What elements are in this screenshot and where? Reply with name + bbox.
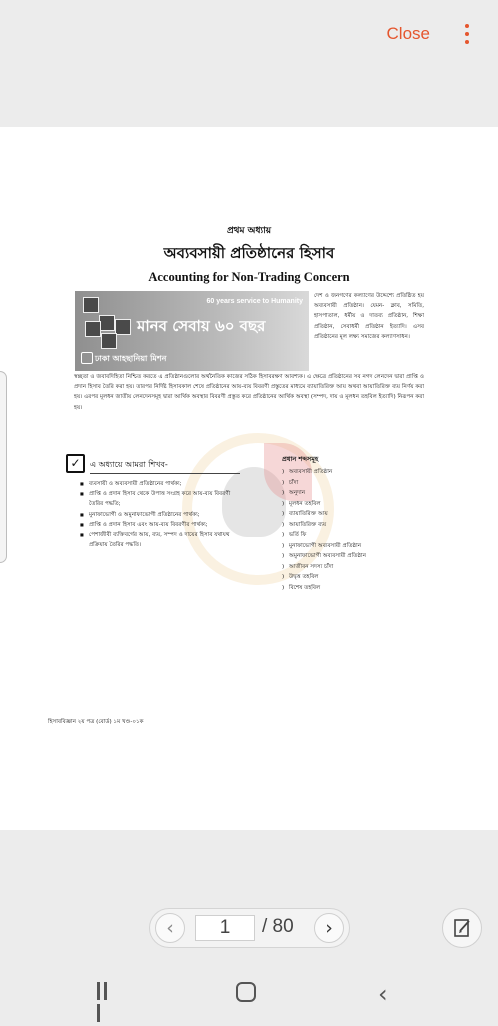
banner-tagline: 60 years service to Humanity [206, 298, 303, 305]
recent-apps-icon[interactable] [97, 982, 117, 1002]
more-vert-icon[interactable] [462, 24, 472, 48]
list-item: ) মূলধন তহবিল [282, 499, 422, 510]
intro-paragraph-right: দেশ ও জনগণের কল্যাণের উদ্দেশ্যে প্রতিষ্ঠিত হয় অব্যবসায়ী প্রতিষ্ঠান। যেমন- ক্লাব, সমিতি, হাসপাতাল, ধর্মীয় ও দাতব্য প্রতিষ্ঠান, শিক্ষা প্রতিষ্ঠান, সেবাধর্মী প্রতিষ্ঠান ইত্যাদি। এসব প্রতিষ্ঠানের মূল লক্ষ্য সমাজের কল্যাণসাধন। [314, 293, 424, 340]
chapter-label: প্রথম অধ্যায় [226, 226, 272, 236]
document-page [0, 127, 498, 830]
chevron-right-icon[interactable]: › [314, 913, 344, 943]
list-item: ) ব্যায়াতিরিক্ত আয় [282, 509, 422, 520]
checkbox-icon: ✓ [66, 454, 85, 473]
keywords-box [282, 454, 422, 593]
side-panel-handle[interactable] [0, 371, 7, 563]
banner-org: ঢাকা আহছানিয়া মিশন [95, 354, 167, 363]
top-toolbar [0, 0, 498, 127]
list-item: ) আজীবন সদস্য চাঁদা [282, 562, 422, 573]
anniversary-banner-image [75, 291, 309, 371]
intro-paragraph: স্বচ্ছতা ও জবাবদিহিতা নিশ্চিত করতে এ প্রতিষ্ঠানগুলোর অর্থনৈতিক কাজের সঠিক হিসাবরক্ষণ আবশ্যক। এ ক্ষেত্রে প্রতিষ্ঠানের সব নগদ লেনদেন দ্বারা প্রাপ্তি ও প্রদান হিসাব তৈরি করা হয়। তারপর নির্দিষ্ট হিসাবকাল শেষে প্রতিষ্ঠানের আয়-ব্যয় বিবরণী প্রস্তুতের মাধ্যমে ব্যায়াতিরিক্ত আয় অথবা আয়াতিরিক্ত ব্যয় নির্ণয় করা হয়। এরপর মূলধন জাতীয় লেনদেনসমূহ দ্বারা আর্থিক অবস্থার বিবরণী প্রস্তুত করে প্রতিষ্ঠানের আর্থিক অবস্থা (সম্পদ, দায় ও মূলধন তহবিল ইত্যাদি) নিরূপন করা হয়। [74, 374, 424, 411]
system-navbar [0, 970, 498, 1024]
learning-heading: এ অধ্যায়ে আমরা শিখব- [90, 459, 240, 474]
list-item: ) চাঁদা [282, 478, 422, 489]
list-item: ) অব্যবসায়ী প্রতিষ্ঠান [282, 467, 422, 478]
list-item: ) উদ্বৃত্ত তহবিল [282, 572, 422, 583]
banner-headline: মানব সেবায় ৬০ বছর [137, 317, 266, 335]
chapter-title-bn: অব্যবসায়ী প্রতিষ্ঠানের হিসাব [163, 244, 335, 262]
back-icon[interactable]: ‹ [378, 980, 388, 1008]
list-item: ) আয়াতিরিক্ত ব্যয় [282, 520, 422, 531]
bottom-bar [0, 830, 498, 1024]
list-item: ■ প্রাপ্তি ও প্রদান হিসাব থেকে উপাত্ত সংগ্রহ করে আয়-ব্যয় বিবরণী তৈরির পদ্ধতি; [80, 489, 240, 509]
annotate-button[interactable] [442, 908, 482, 948]
list-item: ■ মুনাফাভোগী ও অমুনাফাভোগী প্রতিষ্ঠানের পার্থক্য; [80, 510, 240, 520]
chapter-title-en: Accounting for Non-Trading Concern [148, 270, 350, 284]
keywords-list [282, 467, 422, 593]
chevron-left-icon[interactable]: ‹ [155, 913, 185, 943]
list-item: ) অনুদান [282, 488, 422, 499]
home-icon[interactable] [236, 982, 256, 1002]
edit-note-icon [443, 909, 481, 947]
list-item: ■ ব্যবসায়ী ও অব্যবসায়ী প্রতিষ্ঠানের পার্থক্য; [80, 479, 240, 489]
page-footer: হিসাববিজ্ঞান ২য় পত্র (বোর্ড) ১ম খণ্ড-০১ক [48, 719, 144, 725]
list-item: ) অমুনাফাভোগী অব্যবসায়ী প্রতিষ্ঠান [282, 551, 422, 562]
list-item: ■ প্রাপ্তি ও প্রদান হিসাব এবং আয়-ব্যয় বিবরণীর পার্থক্য; [80, 520, 240, 530]
keywords-heading: প্রধান শব্দসমূহ [282, 455, 319, 463]
mission-logo-icon [81, 352, 93, 364]
page-content [48, 223, 424, 725]
list-item: ) বিশেষ তহবিল [282, 583, 422, 594]
learning-list [80, 479, 240, 550]
close-button[interactable]: Close [386, 24, 430, 43]
list-item: ) মুনাফাভোগী অব্যবসায়ী প্রতিষ্ঠান [282, 541, 422, 552]
list-item: ■ পেশাজীবী ব্যক্তিবর্গের আয়, ব্যয়, সম্পদ ও দায়ের হিসাব যথাযথ প্রক্রিয়ায় তৈরির পদ্ধতি। [80, 530, 240, 550]
page-number-input[interactable]: 1 [195, 915, 255, 941]
list-item: ) ভর্তি ফি [282, 530, 422, 541]
page-total: / 80 [262, 916, 294, 937]
page-navigator [149, 908, 350, 948]
